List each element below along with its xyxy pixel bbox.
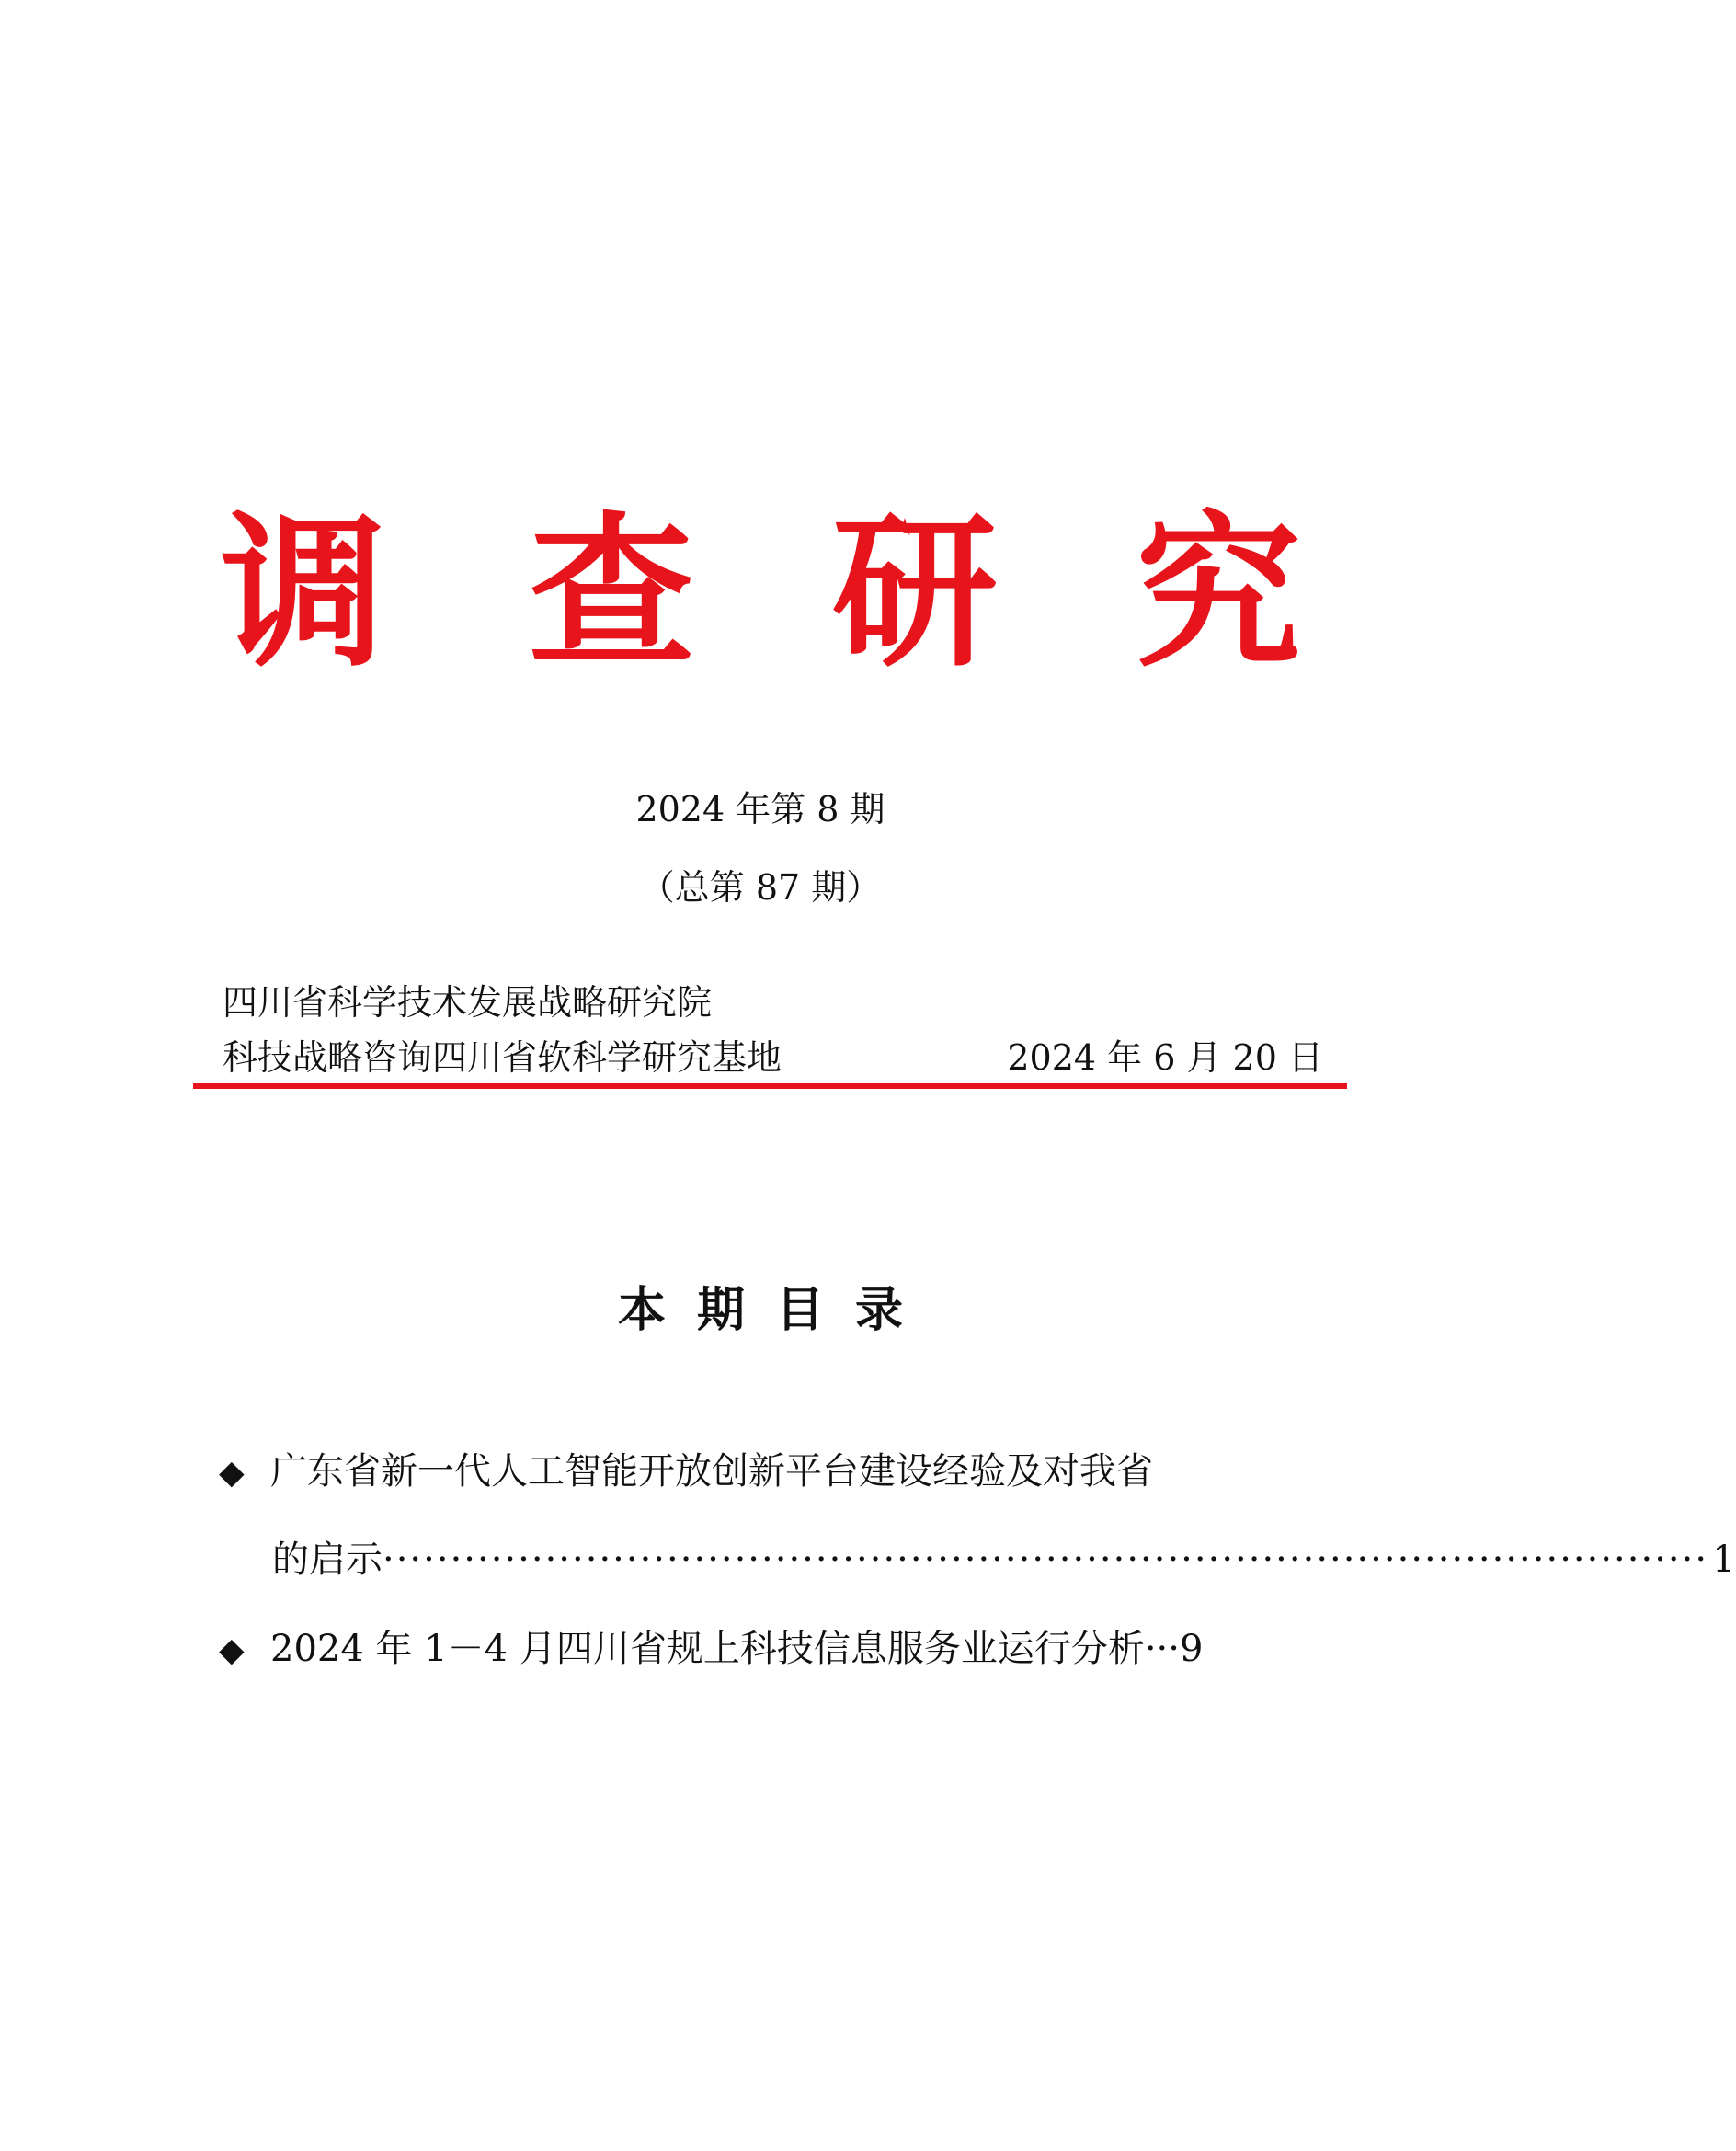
toc-item[interactable] [219, 1623, 1203, 1676]
issue-total: （总第 87 期） [639, 867, 882, 908]
masthead-char: 研 [831, 496, 998, 690]
toc-item-continuation[interactable] [272, 1534, 1736, 1585]
diamond-bullet-icon: ◆ [219, 1631, 245, 1669]
publish-date: 2024 年 6 月 20 日 [1007, 1037, 1323, 1078]
toc-item[interactable] [219, 1446, 1153, 1499]
masthead-char: 调 [220, 496, 386, 690]
toc-item-title-cont: 的启示 [272, 1539, 383, 1581]
masthead-char: 查 [528, 496, 694, 690]
masthead-title [0, 496, 1521, 690]
red-divider [193, 1083, 1347, 1089]
toc-item-page: 1 [1712, 1539, 1736, 1581]
toc-item-page: 9 [1180, 1628, 1204, 1670]
masthead-char: 究 [1135, 496, 1301, 690]
toc-item-title: 广东省新一代人工智能开放创新平台建设经验及对我省 [270, 1450, 1153, 1493]
toc-heading: 本期目录 [617, 1283, 934, 1338]
diamond-bullet-icon: ◆ [219, 1454, 245, 1492]
publisher-org-1: 四川省科学技术发展战略研究院 [223, 982, 713, 1023]
publisher-org-2: 科技战略咨询四川省软科学研究基地 [223, 1037, 782, 1078]
toc-leader-dots: ·································································································· [383, 1539, 1709, 1581]
toc-item-title: 2024 年 1－4 月四川省规上科技信息服务业运行分析 [270, 1628, 1145, 1670]
toc-leader-dots: ··· [1144, 1628, 1180, 1670]
issue-number: 2024 年第 8 期 [635, 789, 885, 830]
